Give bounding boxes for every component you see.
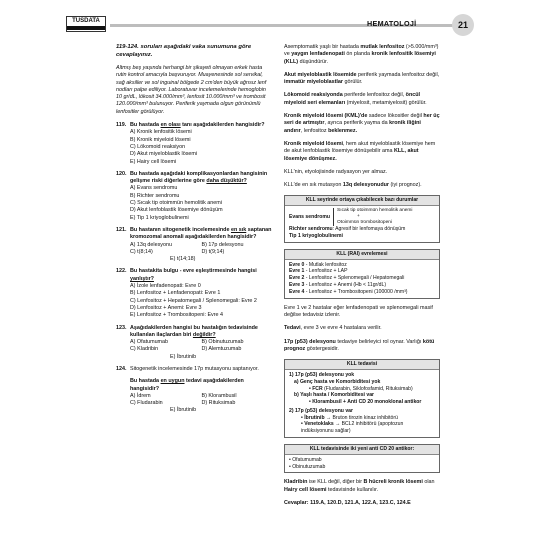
option: D) Akut lenfoblastik lösemiye dönüşüm [130,207,223,214]
explanation-paragraph: KLL'de en sık mutasyon 13q delesyonudur (iyi prognoz). [284,182,422,189]
box-title: KLL tedavisinde iki yeni anti CD 20 antikor: [285,445,439,455]
complications-box: KLL seyrinde ortaya çıkabilecek bazı durumlar Evans sendromu Sıcak tip otoimmün hemolitik anemi + Otoimmün trombositopeni Richter sendromu: Agresif bir lenfomaya dönüşüm Tip 1 kriyoglobulinemi [284,195,440,242]
question-123: 123. Aşağıdakilerden hangisi bu hastalığın tedavisinde kullanılan ilaçlardan biri değildir? [116,324,258,338]
option: E) t(14;18) [170,256,196,263]
question-124-stem: Bu hastada en uygun tedavi aşağıdakilerden hangisidir? [130,378,244,392]
explanation-paragraph: 17p (p53) delesyonu tedaviye belirleyici rol oynar. Varlığı kötü prognoz göstergesidir. [284,338,435,352]
option: C) t(8;14) [130,248,153,255]
box-title: KLL seyrinde ortaya çıkabilecek bazı durumlar [285,196,439,206]
box-title: KLL tedavisi [285,360,439,370]
option: A) 13q delesyonu [130,241,172,248]
option: B) Kronik miyeloid lösemi [130,136,191,143]
option: A) Kronik lenfositik lösemi [130,129,192,136]
options-121 [130,242,273,264]
explanation-paragraph: Tedavi, evre 3 ve evre 4 hastalara verilir. [284,325,382,332]
option: A) Evans sendromu [130,185,178,192]
section-title: HEMATOLOJİ [367,19,417,28]
option: C) Fludarabin [130,400,163,407]
option: B) Richter sendromu [130,192,180,199]
explanation-paragraph: KLL'nin, etyolojisinde radyasyon yer almaz. [284,168,388,175]
rai-staging-box [284,249,440,299]
question-124: 124. Sitogenetik incelemesinde 17p mutasyonu saptanıyor. [116,365,259,372]
options-120 [130,185,273,221]
explanation-paragraph: Lökomoid reaksiyonda periferde lenfositoz değil, öncül miyeloid seri elemanları (miyelosit, metamiyelosit) görülür. [284,92,427,106]
option: E) Hairy cell lösemi [130,158,177,165]
logo-text: TUSDATA [67,17,105,26]
option: D) Akut miyeloblastik lösemi [130,151,198,158]
option: D) Lenfositoz + Anemi: Evre 3 [130,304,202,311]
stage-row: Evre 1 - Lenfositoz + LAP [289,268,348,275]
option: B) Obinutuzumab [201,339,244,346]
question-121: 121. Bu hastanın sitogenetik incelemesinde en sık saptanan kromozomal anomali aşağıdakilerden hangisidir? [116,226,272,241]
option: D) Rituksimab [201,400,236,407]
option: C) Lenfositoz + Hepatomegali / Splenomegali: Evre 2 [130,297,257,304]
stage-row: Evre 0 - Mutlak lenfositoz [289,261,347,268]
options-119 [130,129,273,165]
explanation-paragraph: Kladribin ise KLL değil, diğer bir B hücreli kronik lösemi olan Hairy cell lösemi tedavisinde kullanılır. [284,479,435,493]
option: A) Ofatumumab [130,339,169,346]
explanation-paragraph: Asemptomatik yaşlı bir hastada mutlak lenfositoz (>5.000/mm³) ve yaygın lenfadenopati ön planda kronik lenfositik lösemiyi (KLL) düşündürür. [284,44,439,65]
anti-cd20-box [284,444,440,473]
list-item: • Ofatumumab [289,456,322,463]
treatment-box: KLL tedavisi 1) 17p (p53) delesyonu yok a) Genç hasta ve Komorbiditesi yok • FCR (Fludarabin, Siklofosfamid, Rituksimab) b) Yaşlı hasta / Komorbiditesi var • Klorambusil + Anti CD 20 monoklonal antikor 2) 17p (p53) delesyonu var • İbrutinib → Bruton tirozin kinaz inhibitörü • Venetoklaks → BCL2 inhibitörü (apoptozun indüksiyonunu sağlar) [284,359,440,438]
option: B) 17p delesyonu [201,241,244,248]
options-124 [130,393,273,415]
stage-row: Evre 2 - Lenfositoz + Splenomegali / Hepatomegali [289,275,405,282]
option: B) Lenfositoz + Lenfadenopati: Evre 1 [130,290,221,297]
option: C) Kladribin [130,346,159,353]
tusdata-logo [66,16,106,32]
option: E) Lenfositoz + Trombositopeni: Evre 4 [130,312,224,319]
option: C) Sıcak tip otoimmün hemolitik anemi [130,200,222,207]
list-item: • Obinutuzumab [289,463,326,470]
box-title: KLL (RAI) evrelemesi [285,250,439,260]
case-text: Altmış beş yaşında herhangi bir şikayeti olmayan erkek hasta rutin kontrol amacıyla başvuruyor. Muayenesinde sol servikal, sağ aksiller ve sol inguinal bölgede 2 cm'den büyük ağrısız lenf nodları palpe ediliyor. Laboratuvar incelemelerinde hemoglobin 10 gr/dL, lökosit 34.000/mm³, lenfosit 10.000/mm³ ve trombosit 120.000/mm³ bulunuyor. Periferik yaymada olgun görünümlü lenfositler görülüyor. [116,65,267,115]
option: C) Lökomoid reaksiyon [130,143,186,150]
stage-row: Evre 3 - Lenfositoz + Anemi (Hb < 11gr/dL) [289,282,387,289]
option: E) İbrutinib [170,407,197,414]
options-123 [130,339,273,361]
question-122: 122. Bu hastakita bulgu - evre eşleştirmesinde hangisi yanlıştır? [116,268,257,282]
question-119: 119. Bu hastada en olası tanı aşağıdakilerden hangisidir? [116,122,265,129]
right-column [284,44,440,507]
option: A) İzole lenfadenopati: Evre 0 [130,283,201,290]
page-number: 21 [452,14,474,36]
options-122 [130,283,273,319]
explanation-paragraph: Kronik miyeloid lösemi, hem akut miyeloblastik lösemiye hem de akut lenfoblastik lösemiye dönüşebilir ama KLL, akut lösemiye dönüşmez. [284,140,436,162]
left-column [116,44,273,415]
explanation-paragraph: Evre 1 ve 2 hastalar eğer lenfadenopati ve splenomegali masif değilse tedavisiz izlenir. [284,304,433,318]
option: A) İdrem [130,392,151,399]
option: B) Klorambusil [201,392,237,399]
explanation-paragraph: Akut miyeloblastik lösemide periferik yaymada lenfositoz değil, immatür miyeloblastlar görülür. [284,71,440,86]
option: D) Alemtuzumab [201,346,242,353]
case-intro: 119-124. soruları aşağıdaki vaka sunumuna göre cevaplayınız. [116,44,252,58]
explanation-paragraph: Kronik miyeloid lösemi (KML)'de sadece lökositler değil her üç seri de artmıştır, ayrıca periferik yayma da kronik iliğini andırır, lenfositoz beklenmez. [284,113,440,134]
option: E) İbrutinib [170,353,197,360]
answer-key: Cevaplar: 119.A, 120.D, 121.A, 122.A, 123.C, 124.E [284,500,411,507]
option: D) t(9;14) [201,248,225,255]
option: E) Tip 1 kriyoglobulinemi [130,214,189,221]
question-120: 120. Bu hastada aşağıdaki komplikasyonlardan hangisinin gelişme riski diğerlerine göre daha düşüktür? [116,170,268,185]
stage-row: Evre 4 - Lenfositoz + Trombositopeni (100000 /mm³) [289,288,408,295]
